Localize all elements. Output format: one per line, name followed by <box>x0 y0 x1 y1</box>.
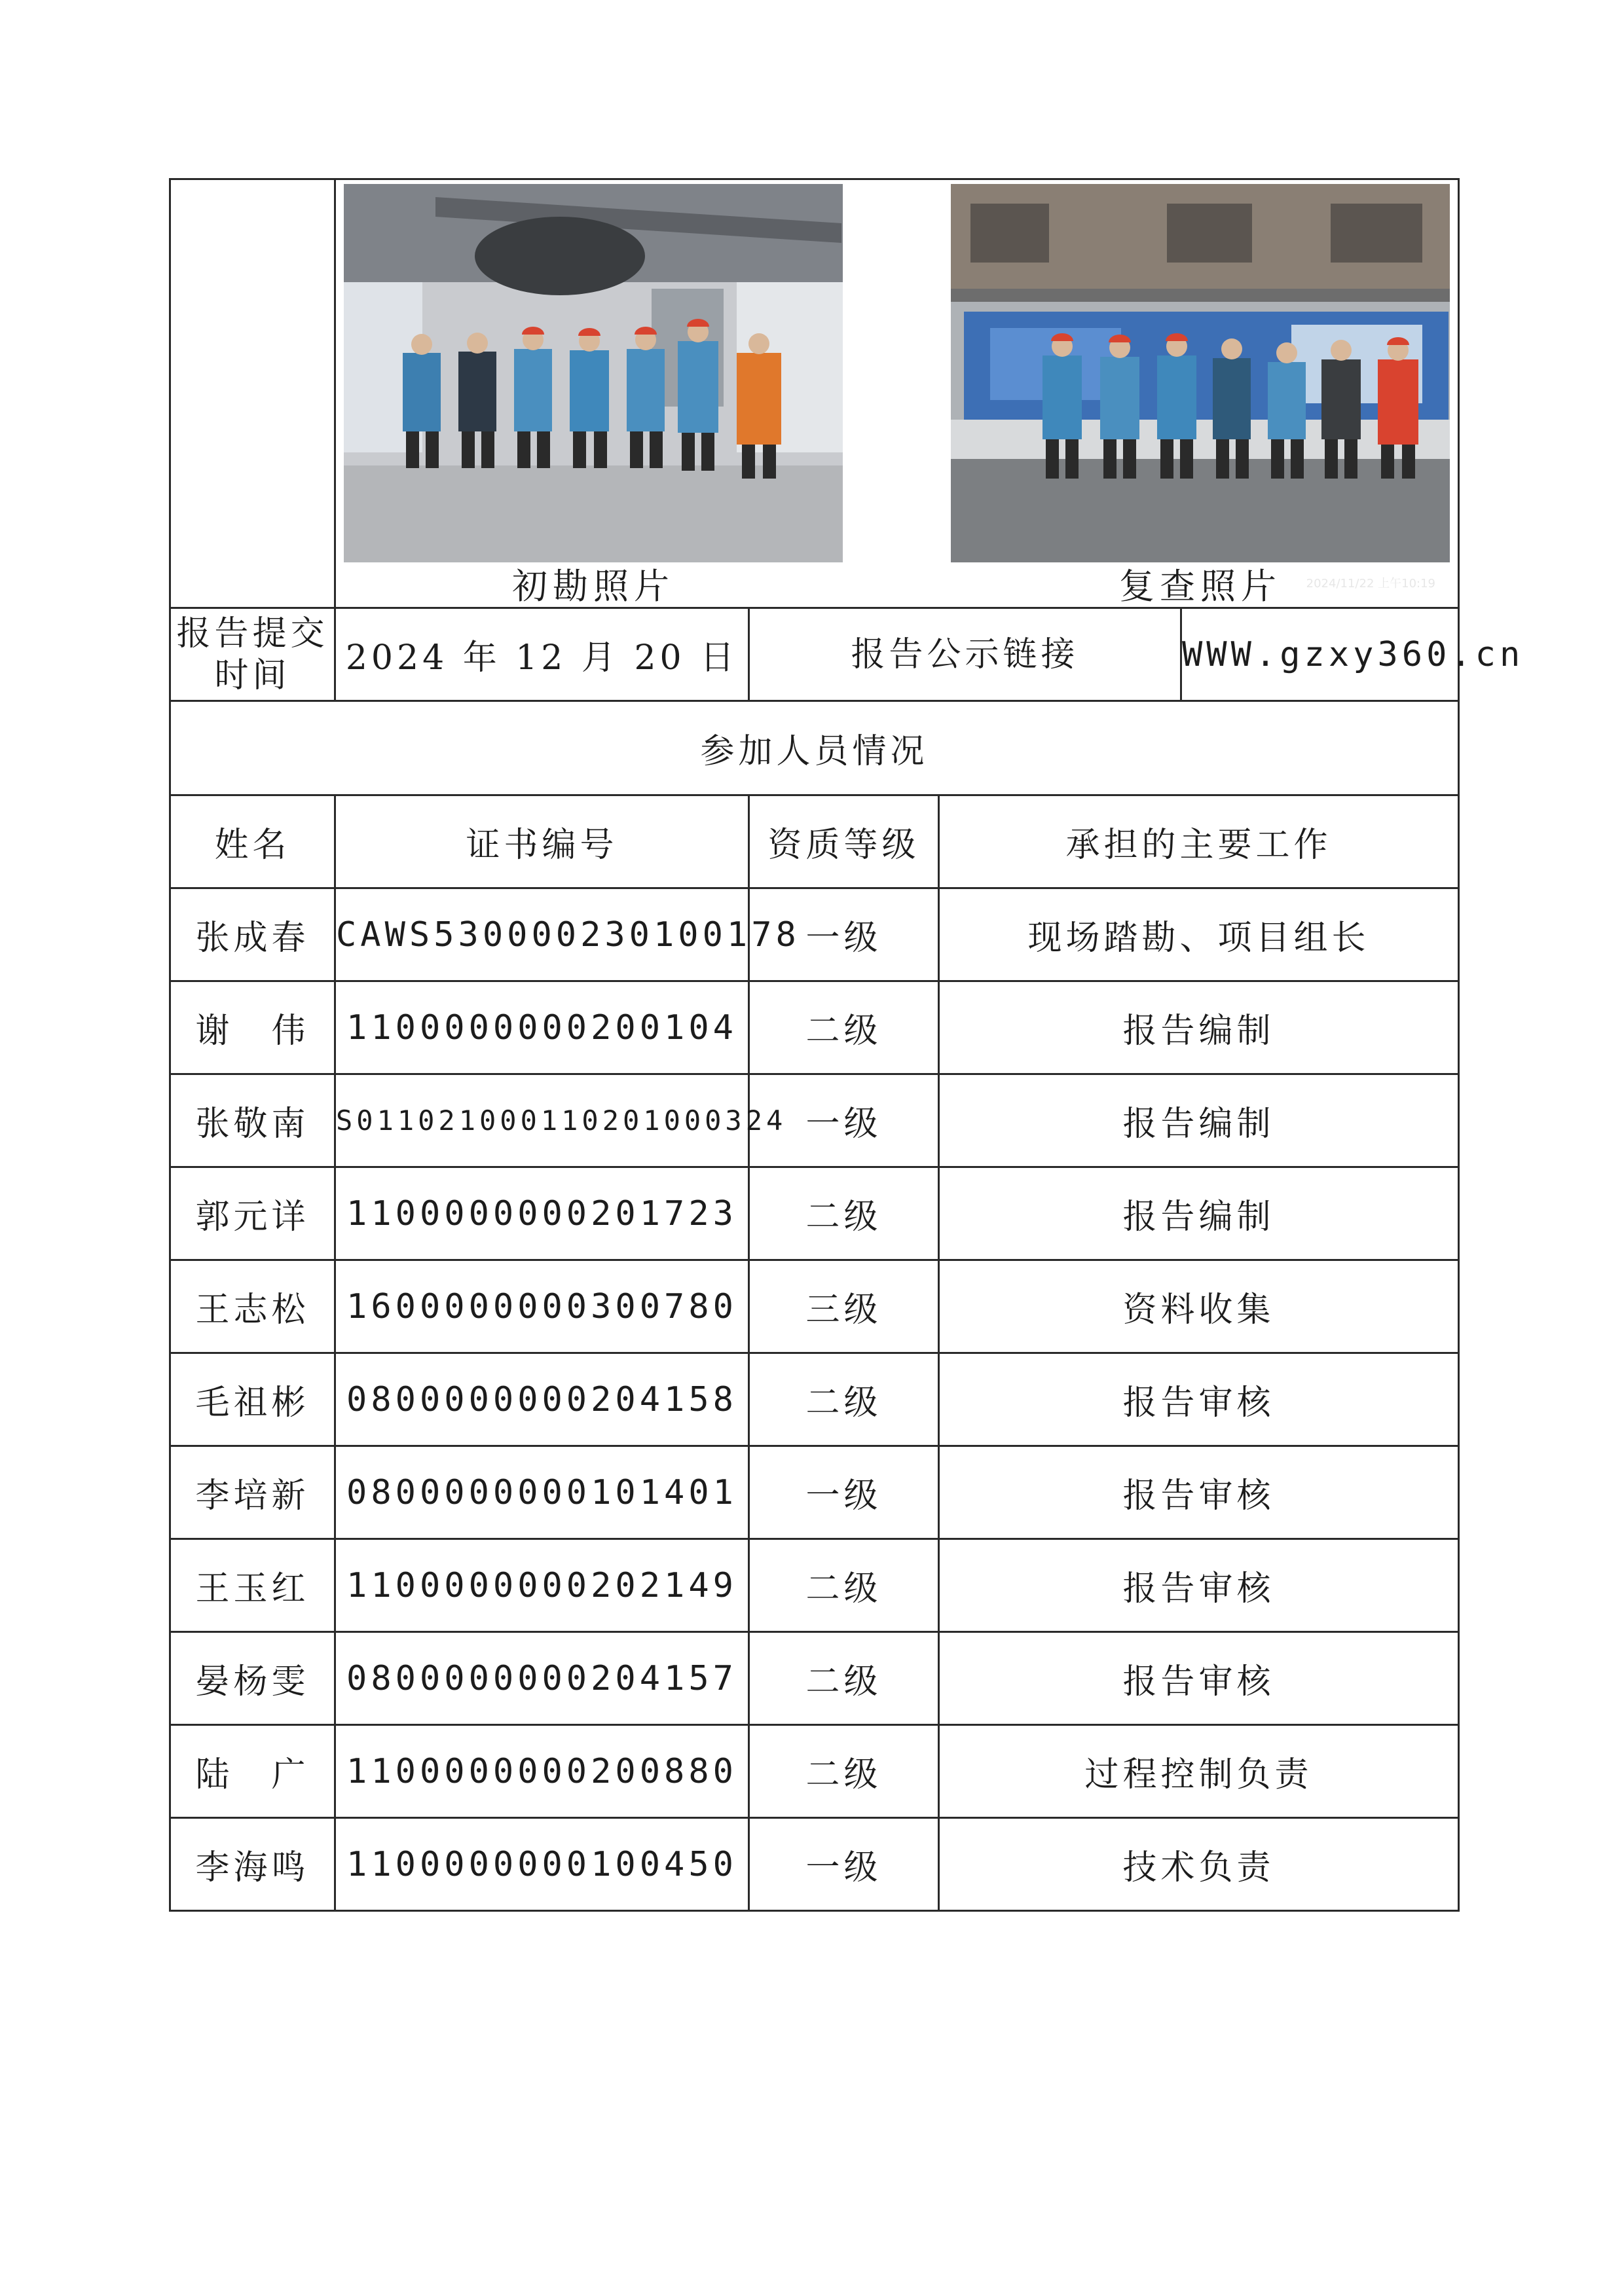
photo-cell <box>335 179 1459 608</box>
publicity-link-label: 报告公示链接 <box>749 608 1181 701</box>
person-cert: 0800000000101401 <box>335 1446 749 1539</box>
person-work: 报告审核 <box>939 1632 1459 1725</box>
initial-survey-caption: 初勘照片 <box>512 566 674 607</box>
person-work: 报告编制 <box>939 981 1459 1074</box>
person-name: 李海鸣 <box>170 1818 335 1911</box>
person-work: 报告审核 <box>939 1446 1459 1539</box>
photo-row <box>170 179 1459 608</box>
person-cert: 1100000000201723 <box>335 1167 749 1260</box>
table-row <box>170 888 1459 981</box>
person-work: 报告编制 <box>939 1074 1459 1167</box>
person-name: 张敬南 <box>170 1074 335 1167</box>
review-photo <box>951 184 1450 562</box>
person-work: 报告编制 <box>939 1167 1459 1260</box>
person-level: 二级 <box>749 1539 939 1632</box>
publicity-link-value: WWW.gzxy360.cn <box>1181 608 1459 701</box>
review-caption: 复查照片 <box>1119 566 1282 607</box>
person-name: 毛祖彬 <box>170 1353 335 1446</box>
table-row <box>170 1632 1459 1725</box>
header-cert: 证书编号 <box>335 795 749 888</box>
table-row <box>170 1353 1459 1446</box>
submit-time-value: 2024 年 12 月 20 日 <box>335 608 749 701</box>
person-cert: 1100000000202149 <box>335 1539 749 1632</box>
person-name: 王玉红 <box>170 1539 335 1632</box>
person-name: 李培新 <box>170 1446 335 1539</box>
table-row <box>170 1074 1459 1167</box>
person-level: 一级 <box>749 1446 939 1539</box>
personnel-header-row <box>170 795 1459 888</box>
report-form-table <box>169 178 1524 1912</box>
person-work: 报告审核 <box>939 1353 1459 1446</box>
review-photo-block <box>951 184 1450 607</box>
personnel-title: 参加人员情况 <box>170 701 1459 795</box>
header-work: 承担的主要工作 <box>939 795 1459 888</box>
person-cert: 0800000000204158 <box>335 1353 749 1446</box>
person-level: 一级 <box>749 888 939 981</box>
header-level: 资质等级 <box>749 795 939 888</box>
table-row <box>170 1446 1459 1539</box>
person-level: 一级 <box>749 1818 939 1911</box>
photo-row-label-cell <box>170 179 335 608</box>
person-cert: S011021000110201000324 <box>335 1074 749 1167</box>
person-name: 晏杨雯 <box>170 1632 335 1725</box>
person-cert: 1100000000100450 <box>335 1818 749 1911</box>
table-row <box>170 1725 1459 1818</box>
person-work: 技术负责 <box>939 1818 1459 1911</box>
person-cert: 1100000000200104 <box>335 981 749 1074</box>
table-row <box>170 1167 1459 1260</box>
person-cert: 1600000000300780 <box>335 1260 749 1353</box>
person-level: 三级 <box>749 1260 939 1353</box>
initial-survey-photo <box>344 184 843 562</box>
personnel-title-row <box>170 701 1459 795</box>
table-row <box>170 1539 1459 1632</box>
person-cert: CAWS530000230100178 <box>335 888 749 981</box>
report-info-row <box>170 608 1459 701</box>
person-level: 二级 <box>749 1632 939 1725</box>
person-name: 郭元详 <box>170 1167 335 1260</box>
person-level: 二级 <box>749 1167 939 1260</box>
person-cert: 0800000000204157 <box>335 1632 749 1725</box>
person-name: 王志松 <box>170 1260 335 1353</box>
person-name: 张成春 <box>170 888 335 981</box>
person-name: 谢 伟 <box>170 981 335 1074</box>
person-name: 陆 广 <box>170 1725 335 1818</box>
initial-survey-photo-block <box>344 184 843 607</box>
person-work: 过程控制负责 <box>939 1725 1459 1818</box>
person-work: 报告审核 <box>939 1539 1459 1632</box>
report-form-sheet <box>169 178 1524 1912</box>
table-row <box>170 1260 1459 1353</box>
person-level: 一级 <box>749 1074 939 1167</box>
person-work: 现场踏勘、项目组长 <box>939 888 1459 981</box>
person-cert: 1100000000200880 <box>335 1725 749 1818</box>
table-row <box>170 1818 1459 1911</box>
person-level: 二级 <box>749 981 939 1074</box>
submit-time-label: 报告提交时间 <box>170 608 335 701</box>
person-work: 资料收集 <box>939 1260 1459 1353</box>
person-level: 二级 <box>749 1725 939 1818</box>
photo-timestamp: 2024/11/22 上午10:19 <box>1306 577 1435 591</box>
table-row <box>170 981 1459 1074</box>
person-level: 二级 <box>749 1353 939 1446</box>
header-name: 姓名 <box>170 795 335 888</box>
